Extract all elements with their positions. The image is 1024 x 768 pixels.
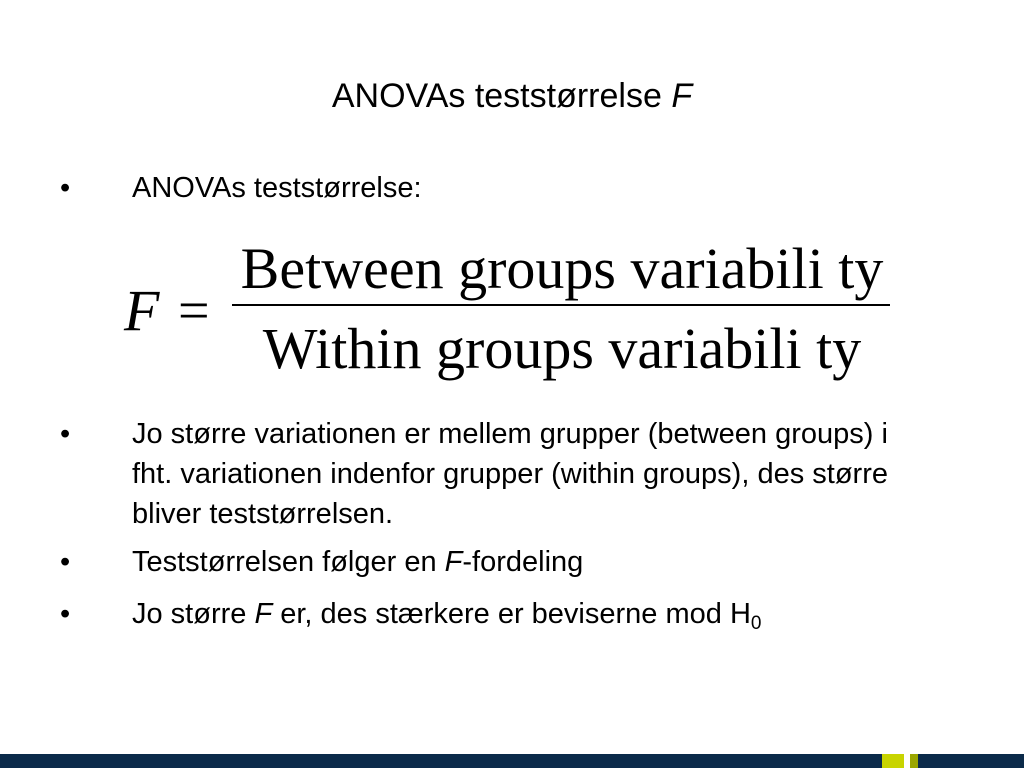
bullet-item — [60, 414, 900, 534]
fraction-line — [232, 304, 890, 306]
bullet-text-variable: F — [444, 546, 463, 578]
formula-denominator: Within groups variabili ty — [262, 316, 862, 381]
formula-lhs: F — [124, 278, 160, 343]
bullet-text-post: er, des stærkere er beviserne mod H — [272, 598, 751, 630]
bullet-text: Jo større variationen er mellem grupper (between groups) i fht. variationen indenfor grupper (within groups), des større bliver teststørrelsen. — [132, 418, 888, 530]
f-statistic-formula — [120, 236, 900, 386]
bullet-text-subscript: 0 — [750, 613, 762, 634]
bullet-item — [60, 542, 900, 582]
bullet-icon: • — [60, 598, 71, 630]
bullet-text — [132, 542, 902, 582]
bullet-text-post: -fordeling — [462, 546, 584, 578]
slide-title — [0, 76, 1024, 116]
slide-title-text: ANOVAs teststørrelse — [331, 77, 662, 115]
slide-title-variable: F — [671, 77, 693, 115]
bullet-item — [60, 168, 900, 208]
footer-accent-block-dark — [910, 754, 918, 768]
bullet-text: ANOVAs teststørrelse: — [132, 172, 422, 204]
bullet-icon: • — [60, 418, 71, 450]
bullet-text — [132, 594, 902, 634]
bullet-text-pre: Teststørrelsen følger en — [132, 546, 445, 578]
formula-equals: = — [178, 280, 210, 342]
bullet-icon: • — [60, 546, 71, 578]
bullet-text-pre: Jo større — [132, 598, 255, 630]
formula-numerator: Between groups variabili ty — [240, 236, 884, 301]
footer-accent-block — [882, 754, 904, 768]
bullet-item — [60, 594, 900, 638]
bullet-text-variable: F — [254, 598, 273, 630]
footer-bar — [0, 754, 1024, 768]
bullet-icon: • — [60, 172, 71, 204]
